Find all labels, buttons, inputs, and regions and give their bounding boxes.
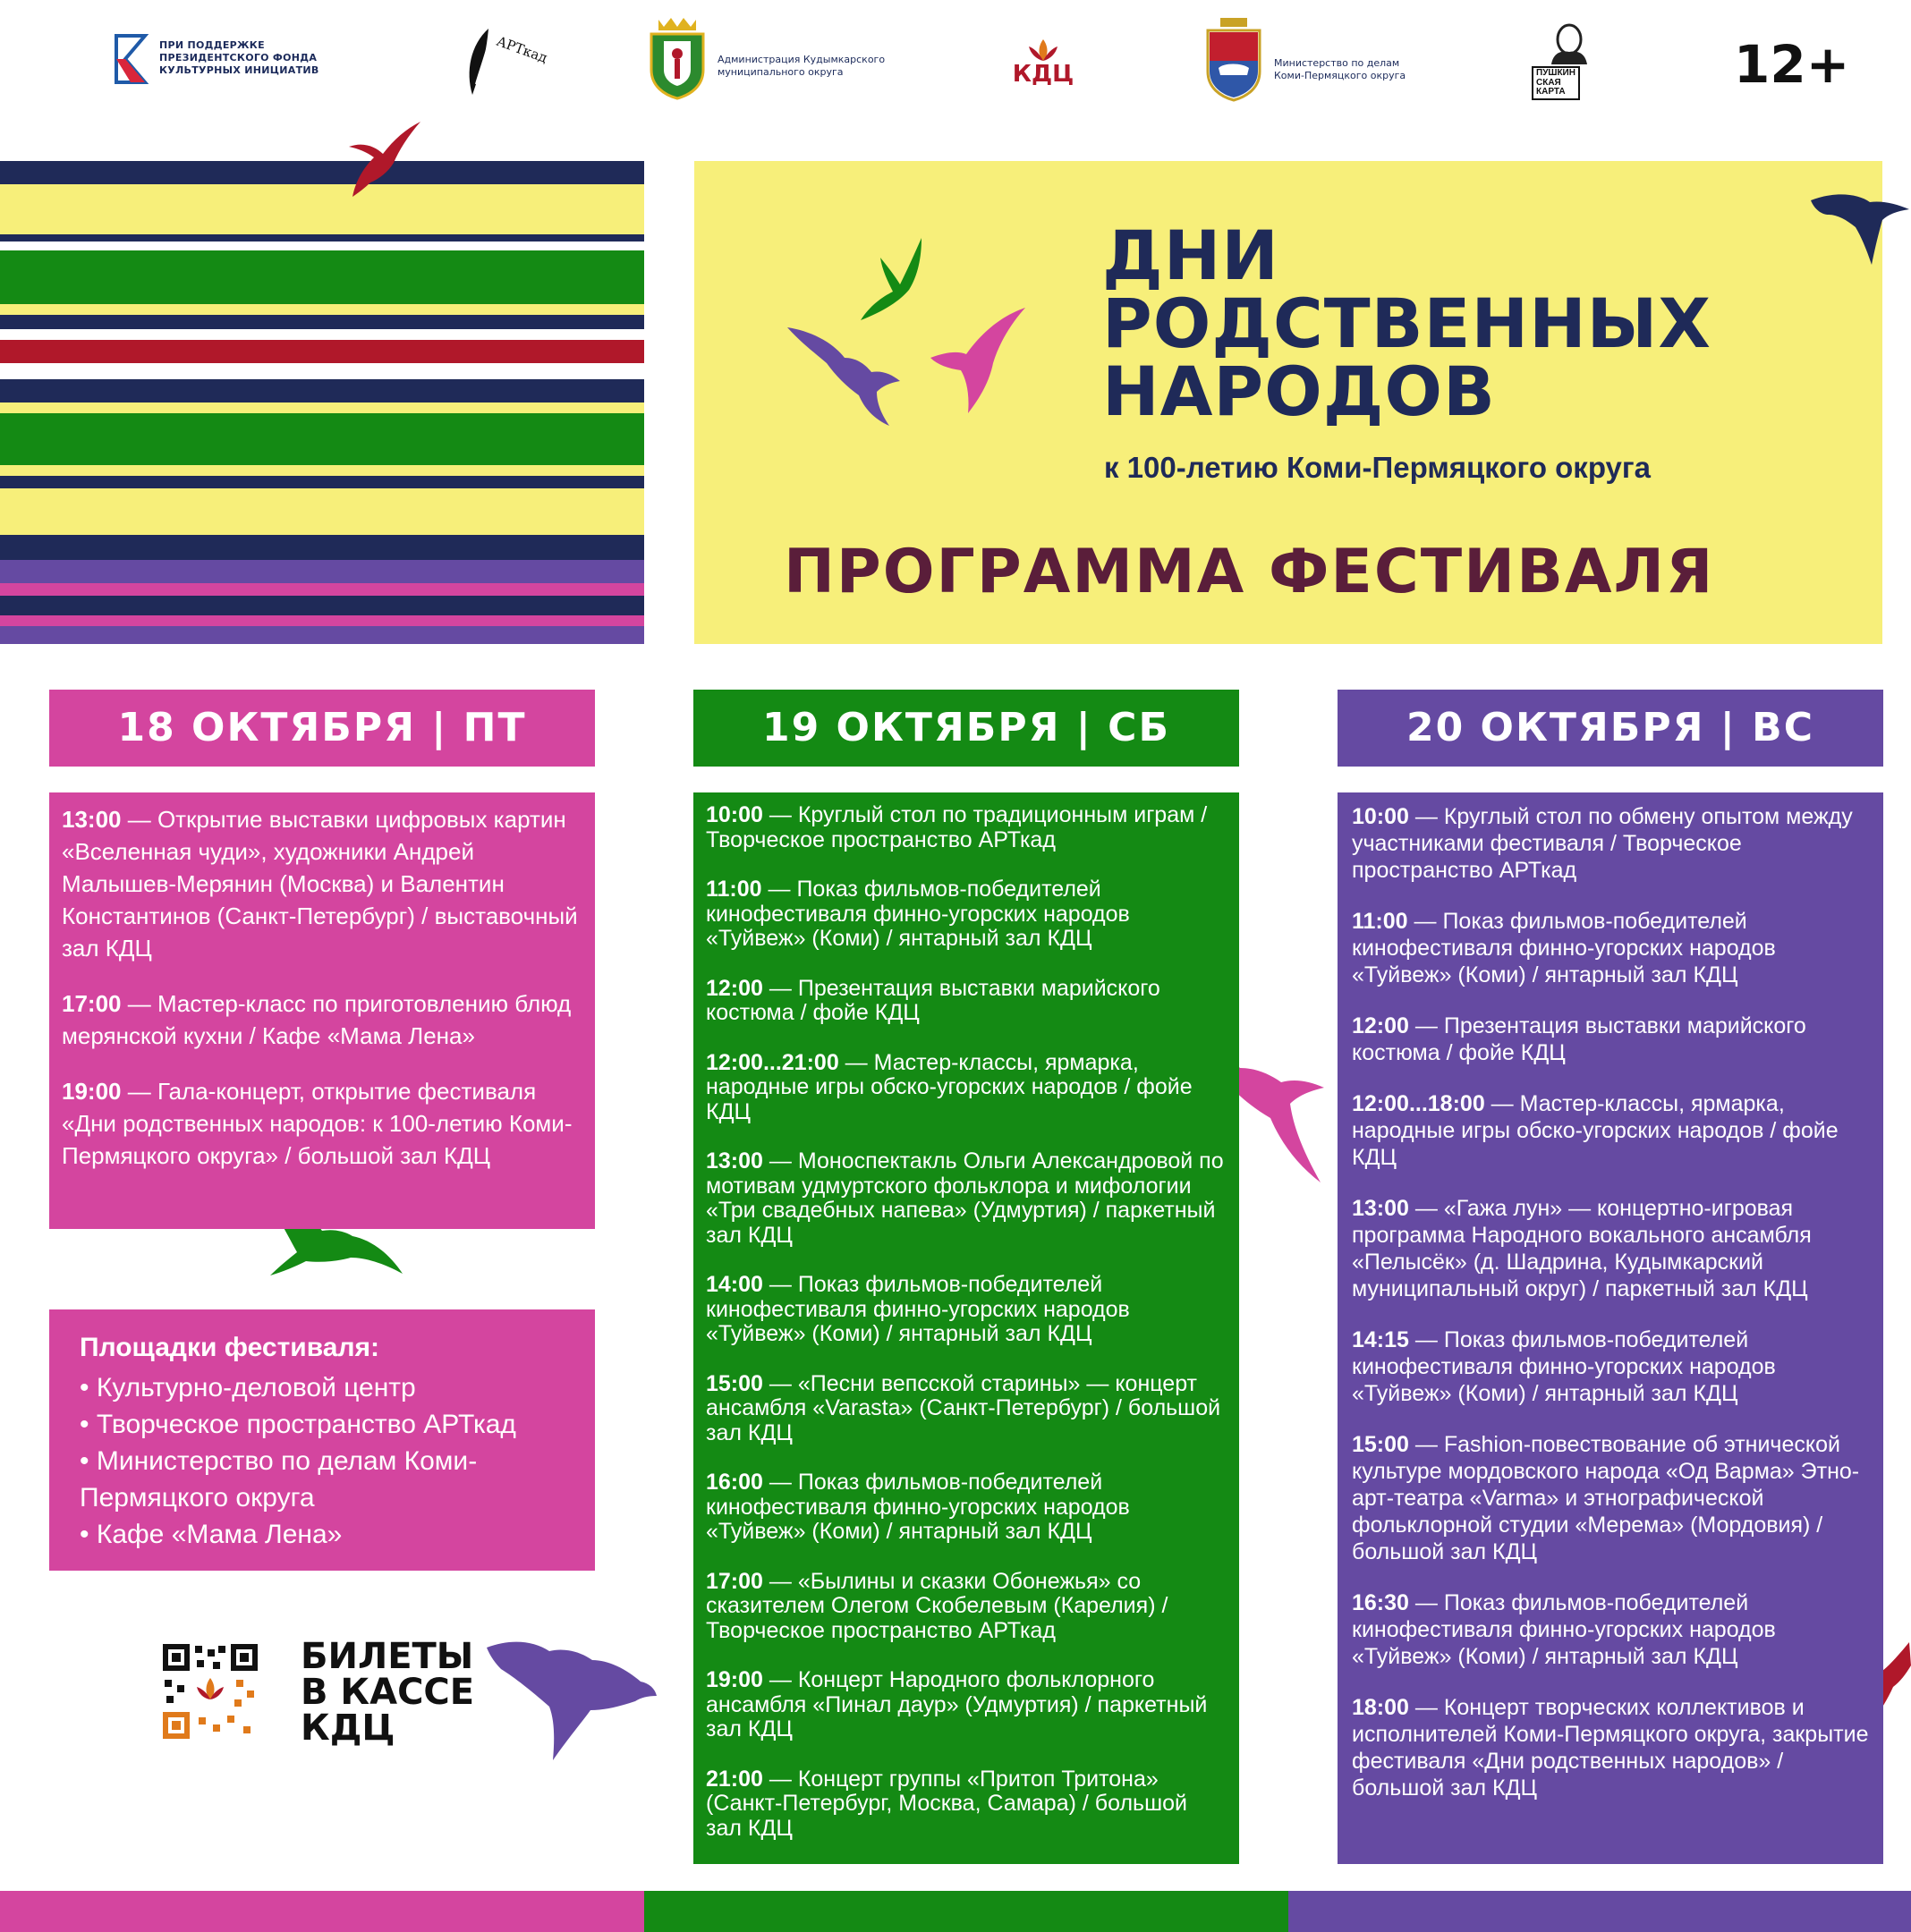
schedule-event: 14:00 — Показ фильмов-победителей кинофестиваля финно-угорских народов «Туйвеж» (Коми) / янтарный зал КДЦ	[706, 1272, 1130, 1346]
schedule-event: 18:00 — Концерт творческих коллективов и исполнителей Коми-Пермяцкого округа, закрытие фестиваля «Дни родственных народов» / большой зал КДЦ	[1352, 1695, 1869, 1801]
kudymkar-coat-of-arms-icon	[646, 14, 709, 100]
stripe	[0, 596, 644, 615]
schedule-event: 11:00 — Показ фильмов-победителей кинофестиваля финно-угорских народов «Туйвеж» (Коми) / янтарный зал КДЦ	[1352, 909, 1776, 987]
stripe	[0, 583, 644, 596]
pfki-mark-icon	[113, 34, 149, 84]
red-bird-icon	[344, 116, 424, 206]
decorative-stripes	[0, 161, 644, 644]
stripe	[0, 304, 644, 315]
schedule-event: 17:00 — «Былины и сказки Обонежья» со сказителем Олегом Скобелевым (Карелия) / Творческое пространство АРТкад	[706, 1568, 1168, 1643]
schedule-event: 12:00...18:00 — Мастер-классы, ярмарка, народные игры обско-угорских народов / фойе КДЦ	[1352, 1091, 1839, 1170]
pink-bird-icon	[922, 304, 1029, 420]
festival-title: ДНИ РОДСТВЕННЫХ НАРОДОВ	[1102, 216, 1712, 431]
ministry-logo: Министерство по делам Коми-Пермяцкого округа	[1202, 13, 1471, 102]
schedule-event: 15:00 — Fashion-повествование об этнической культуре мордовского народа «Од Варма» Этно-арт-театра «Varma» и этнографической фольклорной студии «Мерема» (Мордовия) / большой зал КДЦ	[1352, 1432, 1860, 1564]
venue-item: • Культурно-деловой центр	[80, 1373, 416, 1402]
stripe	[0, 250, 644, 304]
day-header-20: 20 ОКТЯБРЯ | ВС	[1338, 690, 1883, 767]
schedule-event: 17:00 — Мастер-класс по приготовлению блюд мерянской кухни / Кафе «Мама Лена»	[62, 990, 572, 1049]
stripe	[0, 488, 644, 535]
schedule-event: 13:00 — «Гажа лун» — концертно-игровая программа Народного вокального ансамбля «Пелысёк» (д. Шадрина, Кудымкарский муниципальный округ) / паркетный зал КДЦ	[1352, 1196, 1812, 1301]
schedule-event: 10:00 — Круглый стол по традиционным играм / Творческое пространство АРТкад	[706, 802, 1208, 852]
schedule-event: 13:00 — Моноспектакль Ольги Александровой по мотивам удмуртского фольклора и мифологии «Три свадебных напева» (Удмуртия) / паркетный зал КДЦ	[706, 1148, 1224, 1248]
stripe	[0, 615, 644, 626]
schedule-event: 11:00 — Показ фильмов-победителей кинофестиваля финно-угорских народов «Туйвеж» (Коми) / янтарный зал КДЦ	[706, 877, 1130, 951]
venue-item: • Кафе «Мама Лена»	[80, 1520, 343, 1549]
kdc-logo: КДЦ	[1007, 38, 1079, 91]
stripe	[0, 413, 644, 465]
stripe	[0, 161, 644, 184]
schedule-event: 16:00 — Показ фильмов-победителей кинофестиваля финно-угорских народов «Туйвеж» (Коми) / янтарный зал КДЦ	[706, 1470, 1130, 1544]
stripe	[0, 402, 644, 413]
schedule-event: 21:00 — Концерт группы «Притоп Тритона» (Санкт-Петербург, Москва, Самара) / большой зал КДЦ	[706, 1766, 1187, 1841]
stripe	[0, 340, 644, 363]
stripe	[0, 626, 644, 644]
schedule-event: 13:00 — Открытие выставки цифровых картин «Вселенная чуди», художники Андрей Малышев-Мерянин (Москва) и Валентин Константинов (Санкт-Петербург) / выставочный зал КДЦ	[62, 806, 578, 962]
venue-item: • Творческое пространство АРТкад	[80, 1410, 516, 1439]
program-heading: ПРОГРАММА ФЕСТИВАЛЯ	[784, 537, 1715, 607]
stripe	[0, 465, 644, 476]
festival-subtitle: к 100-летию Коми-Пермяцкого округа	[1104, 451, 1651, 484]
schedule-event: 12:00 — Презентация выставки марийского костюма / фойе КДЦ	[706, 975, 1160, 1025]
age-rating: 12+	[1734, 34, 1850, 95]
pfki-logo: ПРИ ПОДДЕРЖКЕ ПРЕЗИДЕНТСКОГО ФОНДА КУЛЬТУРНЫХ ИНИЦИАТИВ	[113, 32, 345, 86]
bottom-bar-pink	[0, 1891, 644, 1932]
stripe	[0, 476, 644, 488]
administration-logo: Администрация Кудымкарского муниципального округа	[646, 14, 896, 100]
schedule-event: 12:00...21:00 — Мастер-классы, ярмарка, народные игры обско-угорских народов / фойе КДЦ	[706, 1049, 1193, 1124]
stripe	[0, 560, 644, 583]
qr-code-icon	[163, 1644, 258, 1739]
stripe	[0, 379, 644, 402]
schedule-day-20	[1338, 792, 1883, 1864]
navy-bird-icon	[1807, 188, 1911, 268]
schedule-event: 14:15 — Показ фильмов-победителей кинофестиваля финно-угорских народов «Туйвеж» (Коми) / янтарный зал КДЦ	[1352, 1327, 1776, 1406]
artkad-logo	[456, 18, 550, 98]
bottom-bar-green	[644, 1891, 1288, 1932]
stripe	[0, 184, 644, 234]
bottom-bar-purple	[1288, 1891, 1911, 1932]
purple-bird-icon	[483, 1639, 658, 1764]
venue-item: • Министерство по делам Коми-Пермяцкого округа	[80, 1446, 478, 1513]
day-header-18: 18 ОКТЯБРЯ | ПТ	[49, 690, 595, 767]
venues-title: Площадки фестиваля:	[80, 1333, 379, 1362]
pushkin-card-logo: ПУШКИН СКАЯ КАРТА	[1530, 21, 1610, 98]
schedule-event: 19:00 — Концерт Народного фольклорного ансамбля «Пинал даур» (Удмуртия) / паркетный зал КДЦ	[706, 1667, 1208, 1741]
svg-text:АРТкад: АРТкад	[494, 32, 550, 66]
schedule-day-18	[49, 792, 595, 1229]
green-bird-icon	[857, 234, 929, 324]
komi-permyak-coat-of-arms-icon	[1202, 13, 1265, 102]
schedule-event: 16:30 — Показ фильмов-победителей кинофестиваля финно-угорских народов «Туйвеж» (Коми) / янтарный зал КДЦ	[1352, 1590, 1776, 1669]
purple-bird-icon	[784, 322, 909, 429]
artkad-feather-icon	[456, 18, 550, 98]
venues-box	[49, 1309, 595, 1571]
pushkin-portrait-icon	[1542, 21, 1596, 66]
qr-code[interactable]	[163, 1644, 258, 1739]
schedule-day-19	[693, 792, 1239, 1864]
stripe	[0, 535, 644, 560]
tickets-info: БИЛЕТЫ В КАССЕ КДЦ	[301, 1636, 475, 1749]
schedule-event: 10:00 — Круглый стол по обмену опытом между участниками фестиваля / Творческое пространство АРТкад	[1352, 804, 1853, 883]
stripe	[0, 315, 644, 329]
schedule-event: 12:00 — Презентация выставки марийского костюма / фойе КДЦ	[1352, 1013, 1806, 1065]
stripe	[0, 234, 644, 242]
day-header-19: 19 ОКТЯБРЯ | СБ	[693, 690, 1239, 767]
schedule-event: 15:00 — «Песни вепсской старины» — концерт ансамбля «Varasta» (Санкт-Петербург) / большой зал КДЦ	[706, 1370, 1221, 1445]
schedule-event: 19:00 — Гала-концерт, открытие фестиваля «Дни родственных народов: к 100-летию Коми-Пермяцкого округа» / большой зал КДЦ	[62, 1078, 573, 1169]
